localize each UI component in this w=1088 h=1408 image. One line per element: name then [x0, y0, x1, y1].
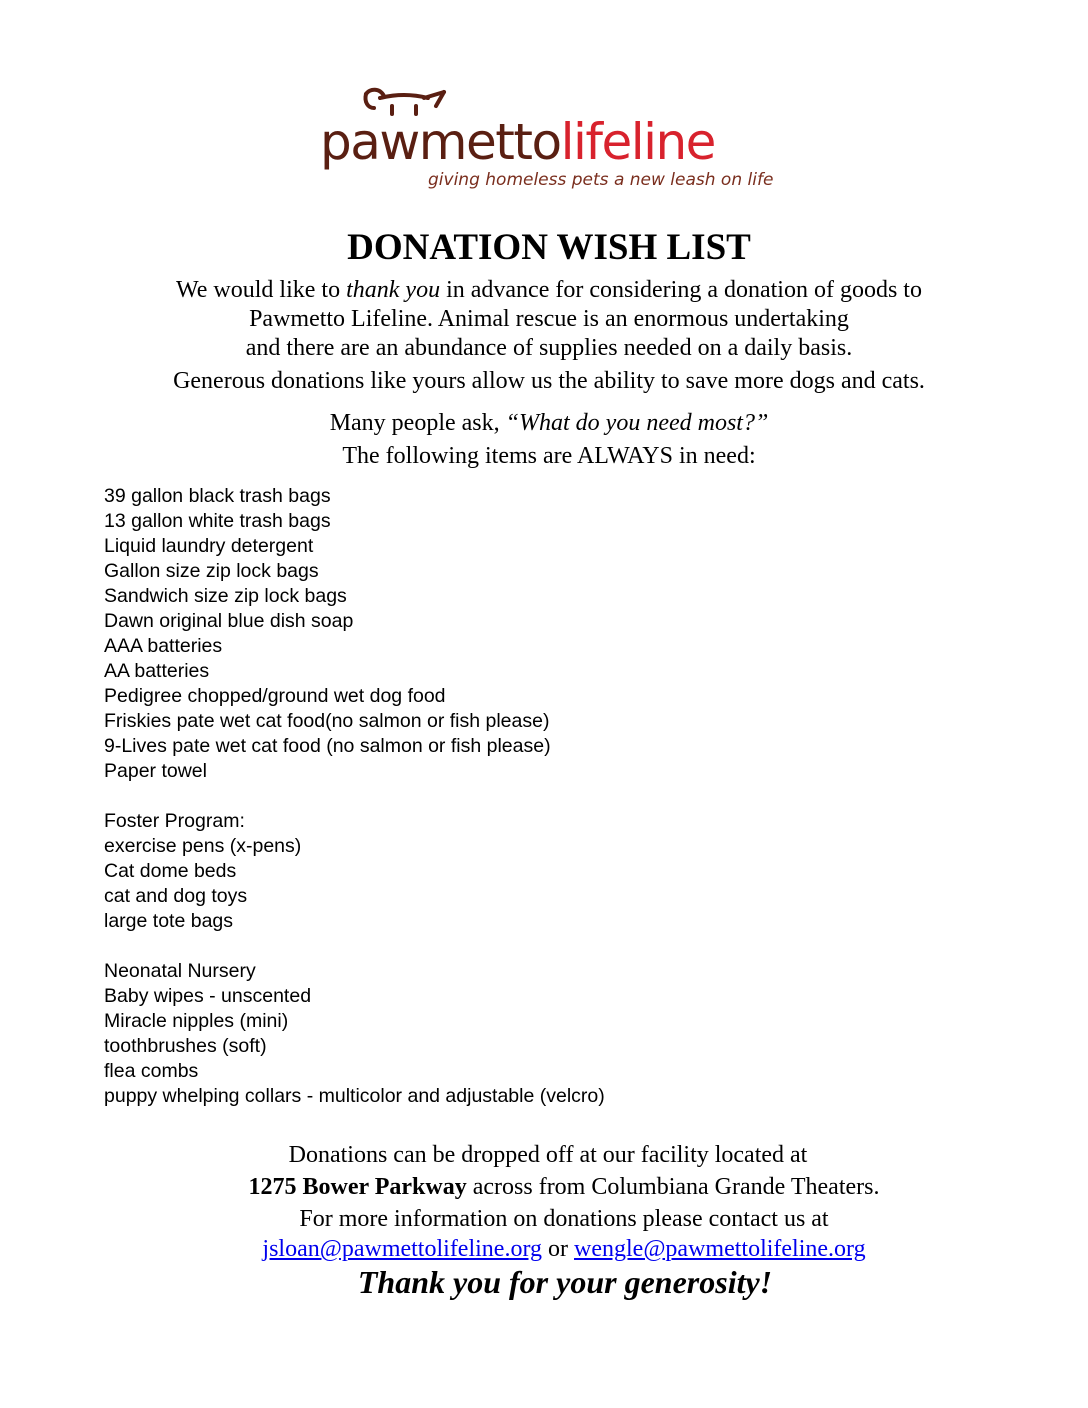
list-item: Sandwich size zip lock bags: [104, 585, 347, 607]
general-items-list: [104, 484, 605, 784]
wish-list: [104, 484, 605, 1134]
list-item: AAA batteries: [104, 635, 223, 657]
logo-word-paw: paw: [320, 113, 419, 171]
page-title: DONATION WISH LIST: [347, 227, 751, 268]
neonatal-nursery-list: [104, 959, 605, 1109]
list-item: 13 gallon white trash bags: [104, 510, 331, 532]
closing-thanks: Thank you for your generosity!: [357, 1264, 773, 1300]
intro-line-1: We would like to thank you in advance for considering a donation of goods to: [176, 277, 922, 303]
logo-word-lifeline: lifeline: [560, 113, 715, 171]
intro-line-3: and there are an abundance of supplies needed on a daily basis.: [245, 335, 853, 361]
ask-line-1: Many people ask, “What do you need most?”: [329, 410, 769, 436]
logo-word-metto: metto: [418, 113, 561, 171]
list-item: 39 gallon black trash bags: [104, 485, 331, 507]
list-item: Dawn original blue dish soap: [104, 610, 354, 632]
intro-line-2: Pawmetto Lifeline. Animal rescue is an enormous undertaking: [249, 306, 849, 332]
list-item: cat and dog toys: [104, 885, 248, 907]
email-link-wengle[interactable]: wengle@pawmettolifeline.org: [574, 1236, 866, 1262]
intro-paragraph: [0, 276, 1088, 396]
email-link-jsloan[interactable]: jsloan@pawmettolifeline.org: [262, 1236, 543, 1262]
list-item: AA batteries: [104, 660, 210, 682]
list-item: Friskies pate wet cat food(no salmon or fish please): [104, 710, 550, 732]
logo-tagline: giving homeless pets a new leash on life: [428, 170, 774, 190]
foster-heading: Foster Program:: [104, 810, 245, 832]
facility-address: 1275 Bower Parkway: [248, 1174, 467, 1200]
list-item: Paper towel: [104, 760, 207, 782]
footer-line-3: For more information on donations please contact us at: [299, 1206, 829, 1232]
footer-line-1: Donations can be dropped off at our facility located at: [288, 1142, 808, 1168]
ask-section: [0, 407, 1088, 473]
logo-wordmark: [320, 112, 715, 172]
intro-line-4: Generous donations like yours allow us the ability to save more dogs and cats.: [173, 368, 925, 394]
list-item: 9-Lives pate wet cat food (no salmon or fish please): [104, 735, 551, 757]
ask-line-2: The following items are ALWAYS in need:: [342, 443, 756, 469]
footer-line-2: 1275 Bower Parkway across from Columbiana Grande Theaters.: [248, 1174, 880, 1200]
nursery-heading: Neonatal Nursery: [104, 960, 256, 982]
list-item: Cat dome beds: [104, 860, 237, 882]
list-item: large tote bags: [104, 910, 234, 932]
list-item: Liquid laundry detergent: [104, 535, 314, 557]
list-item: exercise pens (x-pens): [104, 835, 302, 857]
list-item: puppy whelping collars - multicolor and adjustable (velcro): [104, 1085, 605, 1107]
logo: [320, 84, 774, 196]
list-item: Baby wipes - unscented: [104, 985, 312, 1007]
list-item: toothbrushes (soft): [104, 1035, 267, 1057]
footer-contacts: jsloan@pawmettolifeline.org or wengle@pawmettolifeline.org: [262, 1236, 866, 1262]
intro-emphasis: thank you: [346, 277, 441, 303]
foster-program-list: [104, 809, 605, 934]
list-item: Gallon size zip lock bags: [104, 560, 319, 582]
list-item: Miracle nipples (mini): [104, 1010, 289, 1032]
list-item: flea combs: [104, 1060, 199, 1082]
footer-info: [0, 1139, 1088, 1263]
list-item: Pedigree chopped/ground wet dog food: [104, 685, 446, 707]
ask-question: “What do you need most?”: [505, 410, 769, 436]
